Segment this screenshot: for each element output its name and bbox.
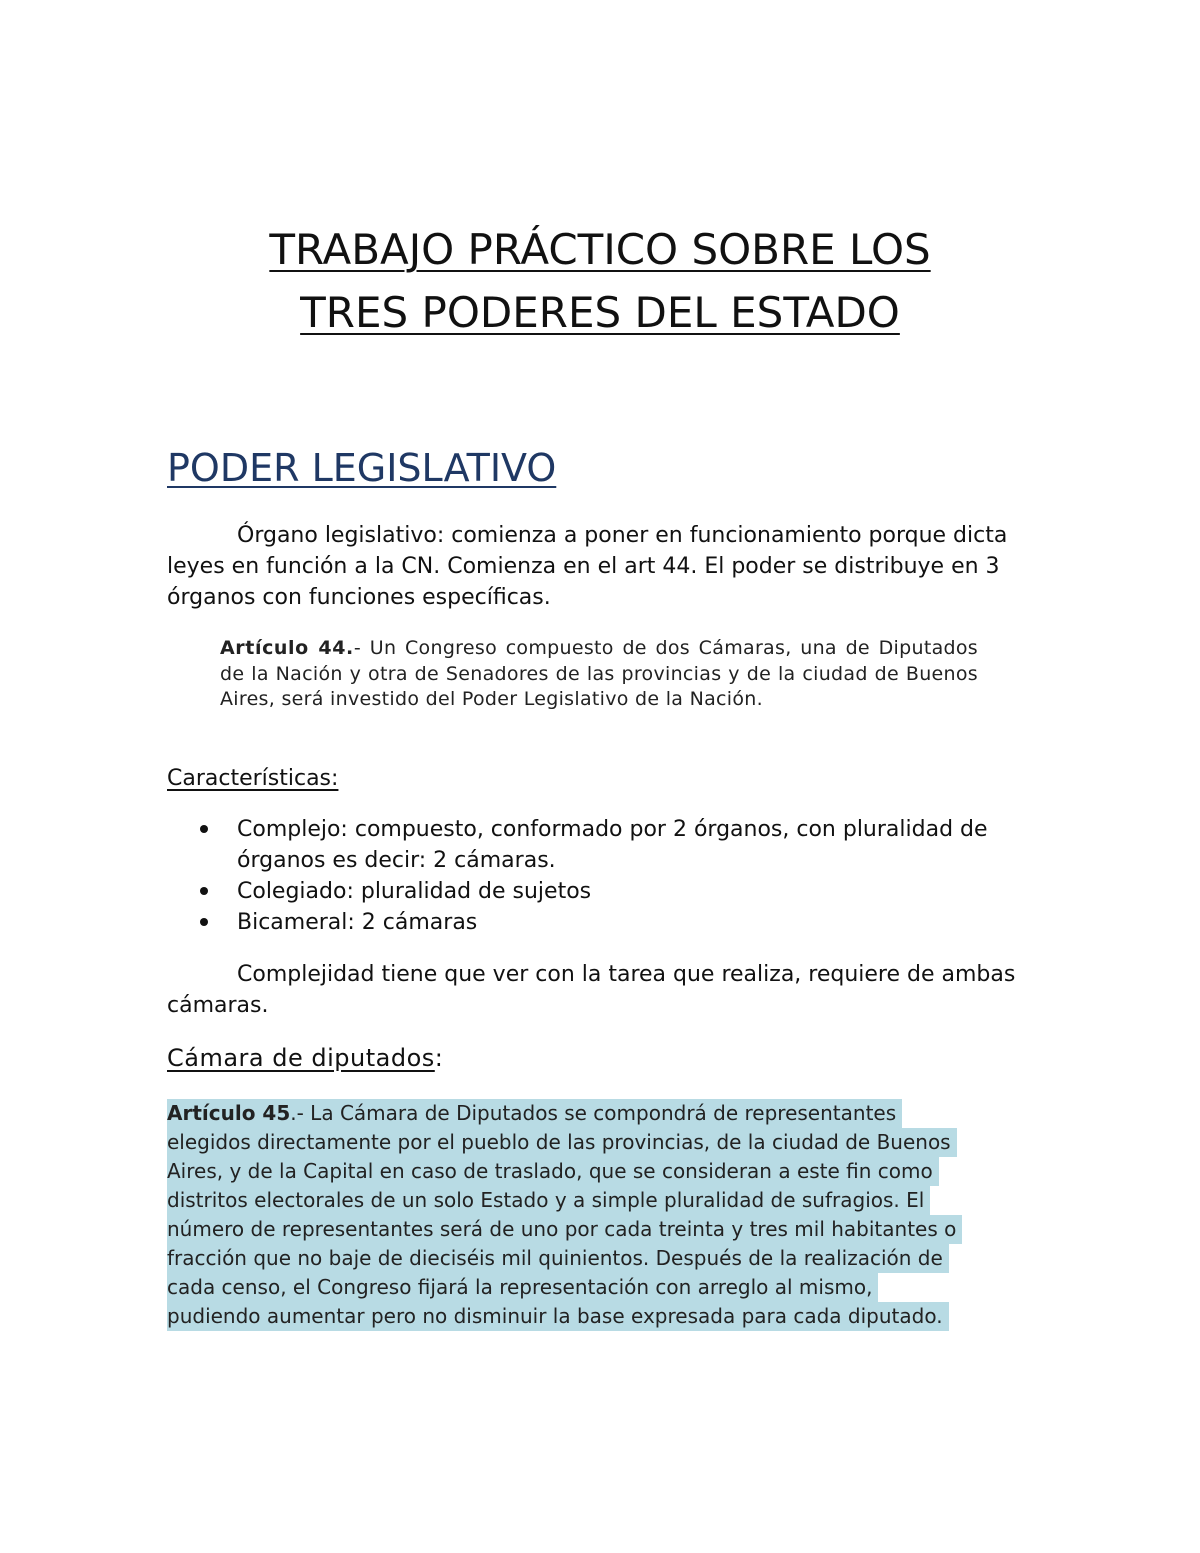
- caracteristicas-heading: Características:: [167, 766, 339, 791]
- list-item-text: Bicameral: 2 cámaras: [237, 910, 478, 935]
- article-45-label: Artículo 45: [167, 1101, 291, 1125]
- camara-heading: [167, 1042, 443, 1074]
- complejidad-paragraph: [167, 959, 1017, 1021]
- article-45-line: cada censo, el Congreso fijará la representación con arreglo al mismo,: [167, 1273, 878, 1302]
- article-44-quote: [220, 636, 978, 713]
- article-45-line: distritos electorales de un solo Estado y a simple pluralidad de sufragios. El: [167, 1186, 930, 1215]
- bullet-icon: [200, 825, 208, 833]
- bullet-icon: [200, 918, 208, 926]
- bullet-icon: [200, 887, 208, 895]
- article-44-text: - Un Congreso compuesto de dos Cámaras, una de Diputados de la Nación y otra de Senadores de las provincias y de la ciudad de Buenos Aires, será investido del Poder Legislativo de la Nación.: [220, 637, 979, 710]
- camara-heading-text: Cámara de diputados: [167, 1044, 435, 1072]
- camara-heading-colon: :: [434, 1044, 444, 1072]
- complejidad-text: Complejidad tiene que ver con la tarea que realiza, requiere de ambas cámaras.: [167, 962, 1016, 1018]
- article-45-line: elegidos directamente por el pueblo de las provincias, de la ciudad de Buenos: [167, 1128, 957, 1157]
- title-line-1: TRABAJO PRÁCTICO SOBRE LOS: [269, 225, 931, 274]
- document-title: [150, 218, 1050, 344]
- article-45-first-line: .- La Cámara de Diputados se compondrá de representantes: [290, 1101, 897, 1125]
- article-45-highlighted: [167, 1099, 1037, 1331]
- title-line-2: TRES PODERES DEL ESTADO: [300, 288, 900, 337]
- article-45-line: fracción que no baje de dieciséis mil quinientos. Después de la realización de: [167, 1244, 949, 1273]
- list-item: [167, 814, 1017, 876]
- article-45-line: Aires, y de la Capital en caso de traslado, que se consideran a este fin como: [167, 1157, 939, 1186]
- article-45-line: pudiendo aumentar pero no disminuir la base expresada para cada diputado.: [167, 1302, 949, 1331]
- list-item: [167, 907, 1017, 938]
- article-45-line: número de representantes será de uno por cada treinta y tres mil habitantes o: [167, 1215, 962, 1244]
- list-item: [167, 876, 1017, 907]
- intro-paragraph: [167, 520, 1017, 613]
- list-item-text: Complejo: compuesto, conformado por 2 órganos, con pluralidad de órganos es decir: 2 cámaras.: [237, 817, 988, 873]
- article-44-label: Artículo 44.: [220, 637, 354, 659]
- list-item-text: Colegiado: pluralidad de sujetos: [237, 879, 592, 904]
- caracteristicas-list: [167, 814, 1017, 938]
- article-45-line: [167, 1099, 902, 1128]
- intro-text: Órgano legislativo: comienza a poner en funcionamiento porque dicta leyes en función a la CN. Comienza en el art 44. El poder se distribuye en 3 órganos con funciones específicas.: [167, 523, 1008, 610]
- section-heading: PODER LEGISLATIVO: [167, 446, 557, 490]
